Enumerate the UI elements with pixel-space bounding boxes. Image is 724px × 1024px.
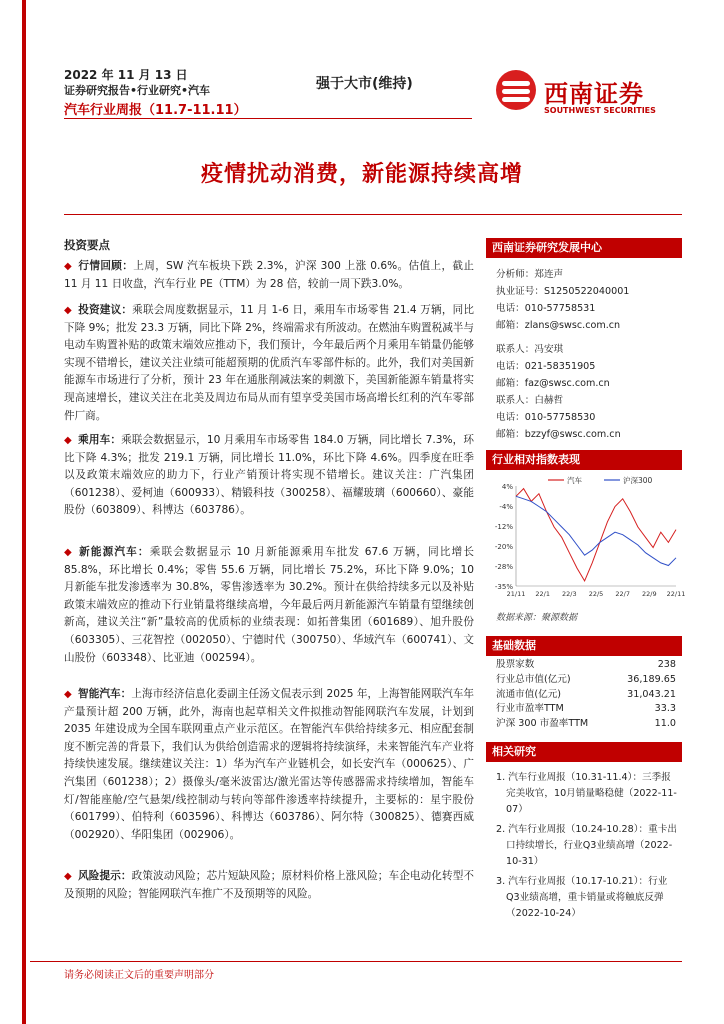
diamond-icon: ◆ (64, 435, 72, 446)
footer-disclaimer: 请务必阅读正文后的重要声明部分 (64, 970, 214, 981)
bullet-risk: ◆ 风险提示：政策波动风险；芯片短缺风险；原材料价格上涨风险；车企电动化转型不及预期的风险；智能网联汽车推广不及预期等的风险。 (64, 870, 474, 900)
research-item[interactable]: 2. 汽车行业周报（10.24-10.28）：重卡出口持续增长，行业Q3业绩高增（2022-10-31） (496, 824, 677, 867)
contact-line: 电话：010-57758530 (496, 412, 596, 423)
y-tick-label: -28% (494, 563, 513, 571)
legend-label: 沪深300 (623, 476, 653, 485)
logo-text-cn: 西南证券 (544, 79, 644, 108)
report-week: 汽车行业周报（11.7-11.11） (64, 103, 247, 118)
bullet-passenger-car: ◆ 乘用车：乘联会数据显示，10 月乘用车市场零售 184.0 万辆，同比增长 7.3%，环比下降 4.3%；批发 219.1 万辆，同比增长 11.0%，环比下降 4.6%。四季度在旺季以及政策末端效应的助力下，行业产销预计将实现不错增长。建议关注：广汽集团（601238）、爱柯迪（600933）、精锻科技（300258）、福耀玻璃（600660）、豪能股份（603809）、科博达（603786）。 (64, 434, 475, 517)
contact-email[interactable]: 邮箱：faz@swsc.com.cn (496, 378, 610, 389)
contact-line: 分析师：郑连声 (496, 269, 564, 280)
contact-line: 联系人：冯安琪 (496, 344, 564, 355)
report-category: 证券研究报告•行业研究•汽车 (64, 84, 211, 97)
research-item[interactable]: 3. 汽车行业周报（10.17-10.21）：行业Q3业绩高增，重卡销量或将触底反弹（2022-10-24） (496, 876, 668, 919)
fund-row: 行业市盈率TTM 33.3 (496, 703, 676, 715)
title-divider (64, 214, 682, 215)
left-red-rule (22, 0, 26, 1024)
legend-label: 汽车 (567, 476, 582, 485)
contact-line: 执业证号：S1250522040001 (496, 286, 630, 297)
series-line-auto (516, 489, 676, 581)
report-title: 疫情扰动消费，新能源持续高增 (200, 162, 523, 187)
diamond-icon: ◆ (64, 305, 72, 316)
research-header: 相关研究 (486, 742, 682, 762)
relative-index-chart (486, 472, 686, 604)
contact-email[interactable]: 邮箱：zlans@swsc.com.cn (496, 320, 621, 331)
x-tick-label: 22/9 (642, 590, 657, 598)
diamond-icon: ◆ (64, 547, 72, 558)
header-divider (64, 118, 472, 119)
series-line-hs300 (516, 496, 676, 565)
company-logo (496, 62, 676, 120)
diamond-icon: ◆ (64, 689, 72, 700)
y-tick-label: -35% (494, 583, 513, 591)
fundamentals-table (496, 658, 676, 732)
bullet-investment-advice: ◆ 投资建议：乘联会周度数据显示，11 月 1-6 日，乘用车市场零售 21.4 万辆，同比下降 9%；批发 23.3 万辆，同比下降 2%，终端需求有所波动。在燃油车购置税减半与电动车购置补贴的政策末端效应推动下，我们预计，今年最后两个月乘用车销量仍能够实现不错增长，建议关注业绩可能超预期的优质汽车零部件标的。此外，我们对美国新能源车市场进行了分析，预计 23 年在通胀削减法案的刺激下，美国新能源车销量将实现高速增长，建议关注在北美及周边布局从而有望享受美国市场高增长红利的汽车零部件厂商。 (64, 304, 474, 422)
report-date: 2022 年 11 月 13 日 (64, 68, 188, 82)
contact-email[interactable]: 邮箱：bzzyf@swsc.com.cn (496, 429, 621, 440)
fund-row: 股票家数 238 (496, 659, 676, 670)
contact-line: 电话：010-57758531 (496, 303, 596, 314)
fundamentals-header: 基础数据 (486, 636, 682, 656)
contact-line: 联系人：白赫哲 (496, 395, 564, 406)
contact-line: 电话：021-58351905 (496, 361, 596, 372)
research-item[interactable]: 1. 汽车行业周报（10.31-11.4）：三季报完美收官，10月销量略稳健（2022-11-07） (496, 772, 677, 815)
contact-list (496, 266, 629, 443)
y-tick-label: -12% (494, 523, 513, 531)
chart-source: 数据来源：聚源数据 (496, 613, 578, 623)
diamond-icon: ◆ (64, 871, 72, 882)
org-header: 西南证券研究发展中心 (486, 238, 682, 258)
x-tick-label: 22/3 (562, 590, 577, 598)
index-header: 行业相对指数表现 (486, 450, 682, 470)
section-title: 投资要点 (64, 238, 110, 252)
fund-row: 沪深 300 市盈率TTM 11.0 (496, 718, 676, 730)
bullet-smart-car: ◆ 智能汽车：上海市经济信息化委副主任汤文侃表示到 2025 年，上海智能网联汽车年产量预计超 200 万辆，此外，海南也起草相关文件拟推动智能网联汽车发展，计划到 2035 年建设成为全国车联网重点产业示范区。在智能汽车供给持续多元、相应配套制度不断完善的背景下，我们认为供给创造需求的逻辑将持续演绎，未来智能汽车产业将持续快速发展。继续建议关注：1）华为汽车产业链机会，如长安汽车（000625）、广汽集团（601238）；2）摄像头/毫米波雷达/激光雷达等传感器需求持续增加，智能车灯/智能座舱/空气悬架/线控制动与转向等部件渗透率持续提升，主要标的：星宇股份（601799）、伯特利（603596）、科博达（603786）、阿尔特（300825）、德赛西威（002920）、华阳集团（002906）。 (64, 688, 474, 841)
footer-divider (30, 961, 682, 962)
related-research-list (496, 770, 678, 926)
x-tick-label: 21/11 (506, 590, 526, 598)
fund-row: 流通市值(亿元) 31,043.21 (496, 688, 676, 700)
y-tick-label: 4% (501, 483, 513, 491)
diamond-icon: ◆ (64, 261, 72, 272)
x-tick-label: 22/7 (615, 590, 630, 598)
rating: 强于大市(维持) (316, 76, 413, 92)
logo-text-en: SOUTHWEST SECURITIES (544, 106, 656, 115)
fund-row: 行业总市值(亿元) 36,189.65 (496, 673, 676, 685)
x-tick-label: 22/1 (535, 590, 550, 598)
x-tick-label: 22/5 (588, 590, 604, 598)
bullet-nev: ◆ 新能源汽车：乘联会数据显示 10 月新能源乘用车批发 67.6 万辆，同比增长 85.8%，环比增长 0.4%；零售 55.6 万辆，同比增长 75.2%，环比下降 9.0%；10 月新能车批发渗透率为 30.8%，零售渗透率为 30.2%。预计在供给持续多元以及补贴政策末端效应的推动下行业销量将继续高增，今年最后两月新能源汽车销量有望继续创新高，建议关注“新”量较高的优质标的业绩表现：如拓普集团（601689）、旭升股份（603305）、三花智控（002050）、宁德时代（300750）、华域汽车（600741）、文山股份（603348）、比亚迪（002594）。 (64, 546, 475, 664)
y-tick-label: -4% (499, 503, 513, 511)
logo-mark-icon (496, 70, 536, 110)
bullet-market-review: ◆ 行情回顾：上周，SW 汽车板块下跌 2.3%，沪深 300 上涨 0.6%。估值上，截止 11 月 11 日收盘，汽车行业 PE（TTM）为 28 倍，较前一周下跌3.0%。 (64, 260, 475, 290)
y-tick-label: -20% (494, 543, 513, 551)
x-tick-label: 22/11 (666, 590, 686, 598)
